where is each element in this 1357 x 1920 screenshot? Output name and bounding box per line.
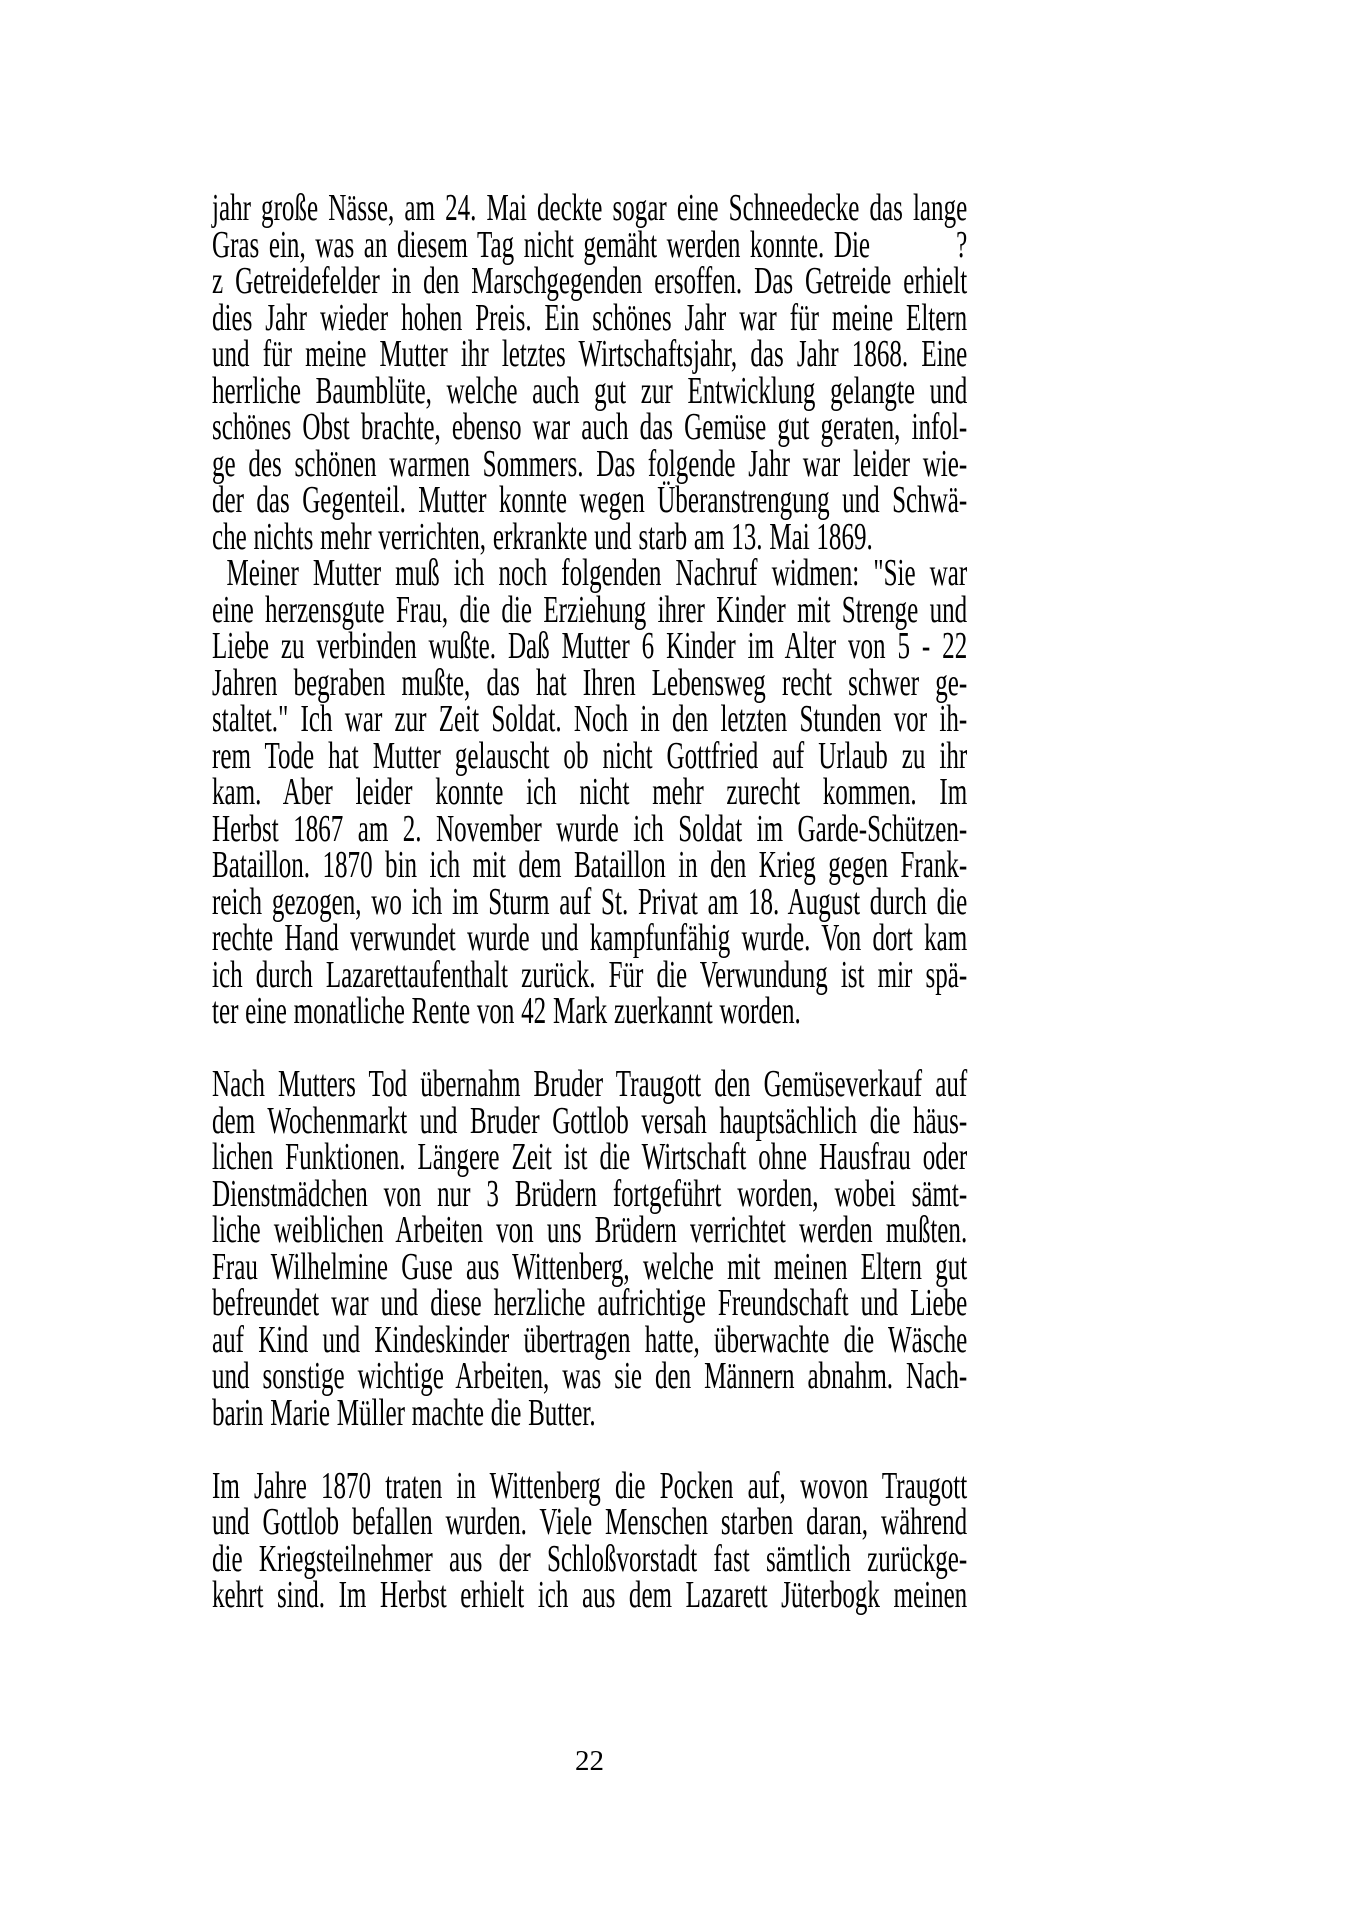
- text-line: Jahren begraben mußte, das hat Ihren Lebensweg recht schwer ge-: [212, 661, 968, 704]
- text-line: und Gottlob befallen wurden. Viele Menschen starben daran, während: [212, 1501, 968, 1543]
- text-line: Bataillon. 1870 bin ich mit dem Bataillon in den Krieg gegen Frank-: [212, 844, 968, 886]
- text-line: reich gezogen, wo ich im Sturm auf St. Privat am 18. August durch die: [212, 880, 968, 923]
- text-line: Frau Wilhelmine Guse aus Wittenberg, welche mit meinen Eltern gut: [212, 1245, 968, 1288]
- text-line: Im Jahre 1870 traten in Wittenberg die Pocken auf, wovon Traugott: [212, 1464, 968, 1507]
- text-line: z Getreidefelder in den Marschgegenden ersoffen. Das Getreide erhielt: [212, 260, 968, 302]
- text-line: che nichts mehr verrichten, erkrankte und starb am 13. Mai 1869.: [212, 515, 873, 558]
- text-line: auf Kind und Kindeskinder übertragen hatte, überwachte die Wäsche: [212, 1318, 968, 1361]
- text-line: ge des schönen warmen Sommers. Das folgende Jahr war leider wie-: [212, 442, 968, 485]
- text-line: befreundet war und diese herzliche aufrichtige Freundschaft und Liebe: [212, 1282, 968, 1324]
- text-line: staltet." Ich war zur Zeit Soldat. Noch in den letzten Stunden vor ih-: [212, 698, 968, 740]
- text-line: Nach Mutters Tod übernahm Bruder Traugott den Gemüseverkauf auf: [212, 1063, 968, 1105]
- text-line: der das Gegenteil. Mutter konnte wegen Überanstrengung und Schwä-: [212, 479, 968, 521]
- text-line: rechte Hand verwundet wurde und kampfunfähig wurde. Von dort kam: [212, 917, 968, 959]
- text-line: Liebe zu verbinden wußte. Daß Mutter 6 Kinder im Alter von 5 - 22: [212, 625, 968, 667]
- text-block: [212, 187, 968, 1616]
- text-line: die Kriegsteilnehmer aus der Schloßvorstadt fast sämtlich zurückge-: [212, 1537, 968, 1580]
- text-line: dem Wochenmarkt und Bruder Gottlob versah hauptsächlich die häus-: [212, 1099, 968, 1142]
- text-line: Herbst 1867 am 2. November wurde ich Soldat im Garde-Schützen-: [212, 807, 968, 850]
- text-line: kehrt sind. Im Herbst erhielt ich aus dem Lazarett Jüterbogk meinen: [212, 1574, 968, 1616]
- text-line: lichen Funktionen. Längere Zeit ist die Wirtschaft ohne Hausfrau oder: [212, 1136, 968, 1178]
- text-line: Meiner Mutter muß ich noch folgenden Nachruf widmen: "Sie war: [226, 552, 968, 594]
- text-line: eine herzensgute Frau, die die Erziehung ihrer Kinder mit Strenge und: [212, 588, 968, 631]
- paragraph-gap: [212, 1030, 967, 1067]
- page-number: 22: [575, 1745, 604, 1777]
- text-line: ich durch Lazarettaufenthalt zurück. Für die Verwundung ist mir spä-: [212, 953, 968, 996]
- text-line: und für meine Mutter ihr letztes Wirtschaftsjahr, das Jahr 1868. Eine: [212, 333, 968, 375]
- text-line: und sonstige wichtige Arbeiten, was sie den Männern abnahm. Nach-: [212, 1355, 968, 1397]
- text-line: barin Marie Müller machte die Butter.: [212, 1391, 596, 1434]
- text-line: herrliche Baumblüte, welche auch gut zur Entwicklung gelangte und: [212, 369, 968, 412]
- text-line: liche weiblichen Arbeiten von uns Brüdern verrichtet werden mußten.: [212, 1209, 968, 1251]
- text-line: rem Tode hat Mutter gelauscht ob nicht Gottfried auf Urlaub zu ihr: [212, 734, 968, 777]
- text-line: ter eine monatliche Rente von 42 Mark zuerkannt worden.: [212, 990, 801, 1032]
- text-line: jahr große Nässe, am 24. Mai deckte sogar eine Schneedecke das lange: [212, 187, 968, 229]
- text-line: kam. Aber leider konnte ich nicht mehr zurecht kommen. Im: [212, 771, 968, 813]
- paragraph-gap: [212, 1431, 967, 1468]
- text-line: schönes Obst brachte, ebenso war auch das Gemüse gut geraten, infol-: [212, 406, 968, 448]
- text-line: Gras ein, was an diesem Tag nicht gemäht werden konnte. Die ?: [212, 223, 968, 266]
- text-line: dies Jahr wieder hohen Preis. Ein schönes Jahr war für meine Eltern: [212, 296, 968, 339]
- text-line: Dienstmädchen von nur 3 Brüdern fortgeführt worden, wobei sämt-: [212, 1172, 968, 1215]
